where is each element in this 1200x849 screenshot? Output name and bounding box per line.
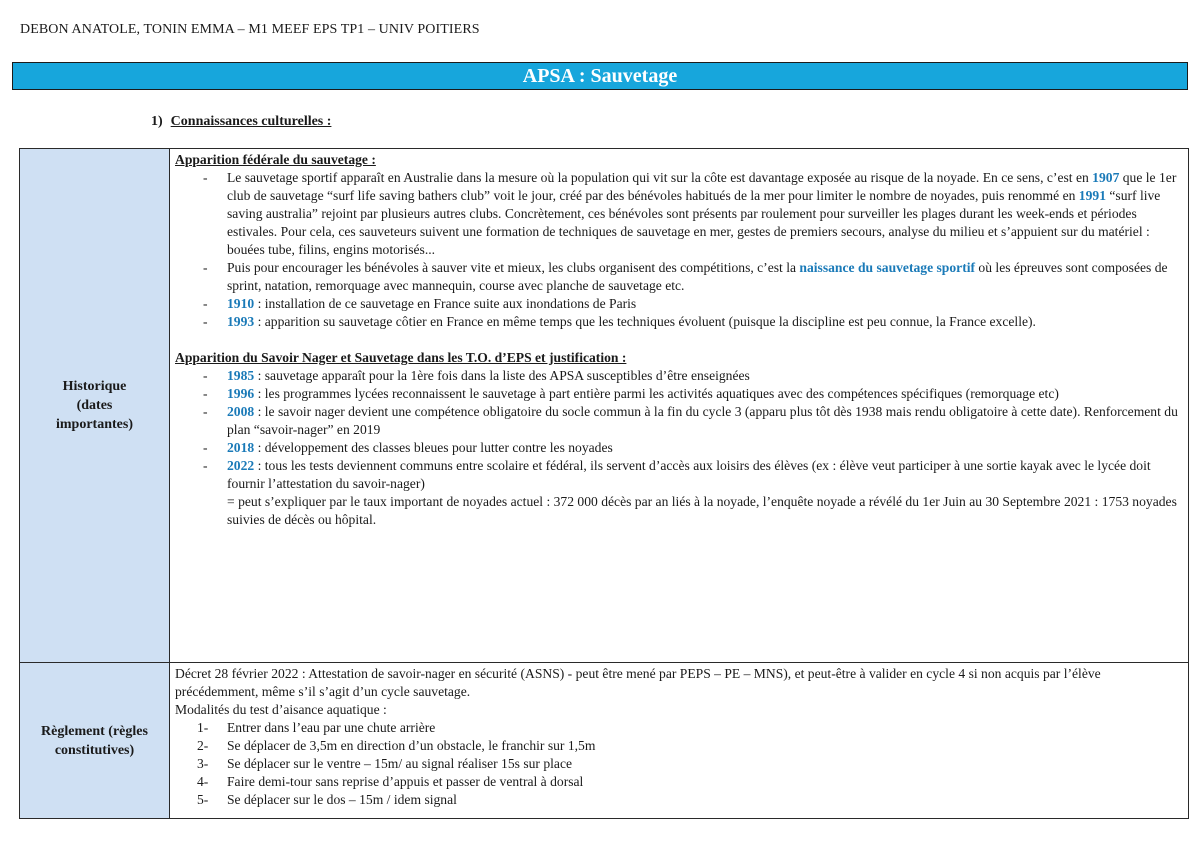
year-highlight: 1910 [227, 296, 255, 311]
document-header: DEBON ANATOLE, TONIN EMMA – M1 MEEF EPS TP1 – UNIV POITIERS [20, 22, 480, 37]
text-run: : apparition su sauvetage côtier en France en même temps que les techniques évoluent (puisque la discipline est peu connue, la France excelle). [254, 314, 1036, 329]
list-item [197, 773, 1180, 791]
text-run: que le 1er club de sauvetage “surf life saving bathers club” voit le jour, créé par des bénévoles habitués de la mer pour limiter le nombre de noyades, puis renommé en [227, 170, 1177, 203]
content-table [19, 148, 1189, 819]
year-highlight: 2008 [227, 404, 255, 419]
step-text: Faire demi-tour sans reprise d’appuis et passer de ventral à dorsal [227, 774, 584, 789]
year-highlight: 1996 [227, 386, 255, 401]
spacer [175, 331, 1180, 349]
text-run: “surf live saving australia” rejoint par plusieurs autres clubs. Concrètement, ces bénévoles sont présents par roulement pour surveiller les plages durant les week-ends et périodes estivales. Pour cela, ces sauveteurs suivent une formation de techniques de sauvetage en mer, gestes de premiers secours, analyse du milieu et s’appuient sur du matériel : bouées tube, filins, engins motorisés... [227, 188, 1161, 257]
section-number: 1) [151, 114, 163, 129]
year-highlight: 1985 [227, 368, 255, 383]
step-number: 3- [197, 756, 209, 771]
table-row-reglement [20, 663, 1189, 819]
list-item [197, 791, 1180, 809]
label-cell-reglement [20, 663, 170, 819]
list-item [197, 457, 1180, 493]
text-run: où les épreuves sont composées de sprint, natation, remorquage avec mannequin, course avec planche de sauvetage etc. [227, 260, 1168, 293]
text-run: : développement des classes bleues pour lutter contre les noyades [254, 440, 613, 455]
keyword-highlight: naissance du sauvetage sportif [799, 260, 976, 275]
year-highlight: 2022 [227, 458, 255, 473]
eps-history-list [175, 367, 1180, 493]
step-text: Entrer dans l’eau par une chute arrière [227, 720, 436, 735]
text-run: : le savoir nager devient une compétence obligatoire du socle commun à la fin du cycle 3 (apparu plus tôt dès 1938 mais rendu obligatoire à cette date). Renforcement du plan “savoir-nager” en 2019 [227, 404, 1178, 437]
section-title: Connaissances culturelles : [170, 114, 332, 129]
label-reglement-line2: constitutives) [54, 742, 135, 758]
step-text: Se déplacer sur le ventre – 15m/ au signal réaliser 15s sur place [227, 756, 573, 771]
list-item [197, 403, 1180, 439]
year-highlight: 1907 [1092, 170, 1120, 185]
year-highlight: 1993 [227, 314, 255, 329]
noyade-note: = peut s’expliquer par le taux important de noyades actuel : 372 000 décès par an liés à la noyade, l’enquête noyade a révélé du 1er Juin au 30 Septembre 2021 : 1753 noyades suivies de décès ou hôpital. [227, 494, 1177, 527]
test-steps-list [175, 719, 1180, 809]
label-historique-line1: Historique [62, 379, 127, 394]
subsection-title-federal: Apparition fédérale du sauvetage : [175, 152, 376, 167]
section-heading [151, 114, 331, 130]
list-item [197, 295, 1180, 313]
text-run: : sauvetage apparaît pour la 1ère fois dans la liste des APSA susceptibles d’être enseignées [254, 368, 750, 383]
document-title-text: APSA : Sauvetage [522, 64, 678, 87]
content-cell-reglement [170, 663, 1189, 819]
step-text: Se déplacer de 3,5m en direction d’un obstacle, le franchir sur 1,5m [227, 738, 596, 753]
label-cell-historique [20, 149, 170, 663]
list-item [197, 737, 1180, 755]
list-item [197, 367, 1180, 385]
list-item [197, 385, 1180, 403]
list-item [197, 259, 1180, 295]
text-run: Puis pour encourager les bénévoles à sauver vite et mieux, les clubs organisent des compétitions, c’est la [227, 260, 800, 275]
step-text: Se déplacer sur le dos – 15m / idem signal [227, 792, 457, 807]
table-row-historique [20, 149, 1189, 663]
label-historique-line3: importantes) [56, 417, 133, 432]
list-item [197, 313, 1180, 331]
list-item [197, 719, 1180, 737]
step-number: 4- [197, 774, 209, 789]
subsection-title-eps: Apparition du Savoir Nager et Sauvetage dans les T.O. d’EPS et justification : [175, 350, 627, 365]
year-highlight: 2018 [227, 440, 255, 455]
text-run: : installation de ce sauvetage en France suite aux inondations de Paris [254, 296, 637, 311]
text-run: Le sauvetage sportif apparaît en Australie dans la mesure où la population qui vit sur la côte est davantage exposée au risque de la noyade. En ce sens, c’est en [227, 170, 1093, 185]
label-historique-line2: (dates [76, 398, 113, 413]
year-highlight: 1991 [1078, 188, 1106, 203]
step-number: 1- [197, 720, 209, 735]
list-item [197, 169, 1180, 259]
federal-history-list [175, 169, 1180, 331]
text-run: : tous les tests deviennent communs entre scolaire et fédéral, ils servent d’accès aux loisirs des élèves (ex : élève veut participer à une sortie kayak avec le lycée doit fournir l’attestation du savoir-nager) [227, 458, 1151, 491]
test-modalities-heading: Modalités du test d’aisance aquatique : [175, 702, 387, 717]
list-item [197, 755, 1180, 773]
text-run: : les programmes lycées reconnaissent le sauvetage à part entière parmi les activités aquatiques avec des compétences spécifiques (remorquage etc) [254, 386, 1059, 401]
list-item [197, 439, 1180, 457]
content-cell-historique [170, 149, 1189, 663]
decree-paragraph: Décret 28 février 2022 : Attestation de savoir-nager en sécurité (ASNS) - peut être mené par PEPS – PE – MNS), et peut-être à valider en cycle 4 si non acquis par l’élève précédemment, même s’il s’agit d’un cycle sauvetage. [175, 666, 1101, 699]
document-title [12, 62, 1188, 90]
step-number: 2- [197, 738, 209, 753]
step-number: 5- [197, 792, 209, 807]
label-reglement-line1: Règlement (règles [41, 723, 148, 739]
